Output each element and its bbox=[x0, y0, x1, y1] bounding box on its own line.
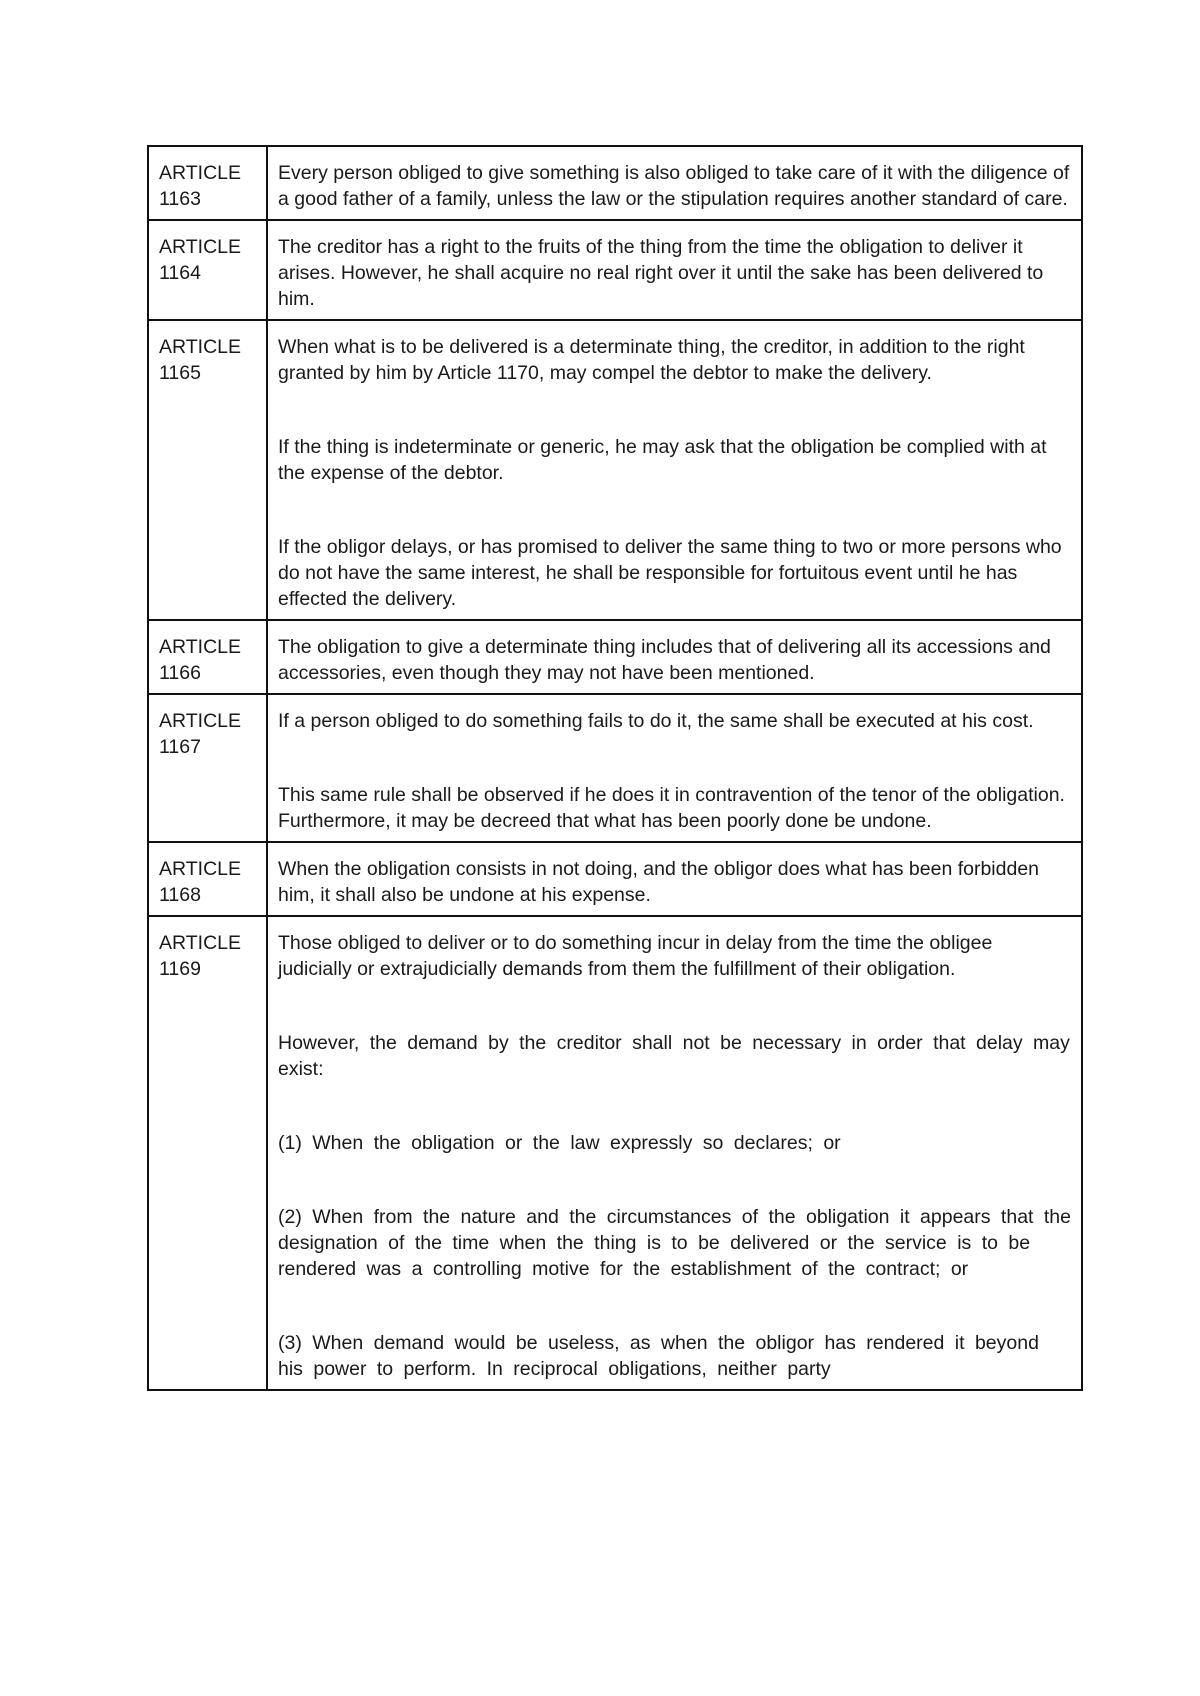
article-paragraph: If the thing is indeterminate or generic, he may ask that the obligation be complied with at the expense of the debtor. bbox=[278, 436, 1047, 484]
article-paragraph: When what is to be delivered is a determinate thing, the creditor, in addition to the right granted by him by Article 1170, may compel the debtor to make the delivery. bbox=[278, 336, 1025, 384]
article-label-cell bbox=[148, 694, 267, 842]
article-text-cell bbox=[267, 842, 1082, 916]
article-paragraph: When the obligation consists in not doing, and the obligor does what has been forbidden him, it shall also be undone at his expense. bbox=[278, 858, 1040, 906]
article-label: ARTICLE bbox=[159, 336, 241, 358]
article-label: ARTICLE bbox=[159, 710, 241, 732]
article-paragraph: Those obliged to deliver or to do something incur in delay from the time the obligee judicially or extrajudicially demands from them the fulfillment of their obligation. bbox=[278, 932, 993, 980]
article-paragraph: (1) When the obligation or the law expressly so declares; or bbox=[278, 1132, 841, 1154]
article-number: 1165 bbox=[159, 362, 201, 384]
article-row bbox=[148, 146, 1082, 220]
article-text-cell bbox=[267, 620, 1082, 694]
article-label: ARTICLE bbox=[159, 236, 241, 258]
article-number: 1166 bbox=[159, 662, 201, 684]
articles-table bbox=[147, 145, 1083, 1391]
article-number: 1169 bbox=[159, 958, 201, 980]
article-label: ARTICLE bbox=[159, 162, 241, 184]
article-number: 1163 bbox=[159, 188, 201, 210]
article-label-cell bbox=[148, 842, 267, 916]
article-row bbox=[148, 916, 1082, 1390]
article-row bbox=[148, 220, 1082, 320]
article-text-cell bbox=[267, 146, 1082, 220]
article-paragraph: The obligation to give a determinate thing includes that of delivering all its accessions and accessories, even though they may not have been mentioned. bbox=[278, 636, 1051, 684]
article-row bbox=[148, 694, 1082, 842]
article-row bbox=[148, 620, 1082, 694]
article-paragraph: (3) When demand would be useless, as when the obligor has rendered it beyond his power to perform. In reciprocal obligations, neither party bbox=[278, 1332, 1039, 1380]
article-paragraph: This same rule shall be observed if he does it in contravention of the tenor of the obligation. Furthermore, it may be decreed that what has been poorly done be undone. bbox=[278, 784, 1065, 832]
article-number: 1164 bbox=[159, 262, 201, 284]
article-text-cell bbox=[267, 694, 1082, 842]
article-row bbox=[148, 842, 1082, 916]
article-number: 1167 bbox=[159, 736, 201, 758]
article-text-cell bbox=[267, 320, 1082, 620]
article-text-cell bbox=[267, 220, 1082, 320]
article-label: ARTICLE bbox=[159, 932, 241, 954]
article-number: 1168 bbox=[159, 884, 201, 906]
article-paragraph: Every person obliged to give something is also obliged to take care of it with the diligence of a good father of a family, unless the law or the stipulation requires another standard of care. bbox=[278, 162, 1070, 210]
article-text-cell bbox=[267, 916, 1082, 1390]
article-label-cell bbox=[148, 220, 267, 320]
article-paragraph: The creditor has a right to the fruits of the thing from the time the obligation to deliver it arises. However, he shall acquire no real right over it until the sake has been delivered to him. bbox=[278, 236, 1044, 310]
article-paragraph: However, the demand by the creditor shall not be necessary in order that delay may exist: bbox=[278, 1032, 1070, 1080]
article-row bbox=[148, 320, 1082, 620]
article-label-cell bbox=[148, 320, 267, 620]
article-label-cell bbox=[148, 916, 267, 1390]
article-label: ARTICLE bbox=[159, 636, 241, 658]
article-paragraph: (2) When from the nature and the circumstances of the obligation it appears that the designation of the time when the thing is to be delivered or the service is to be rendered was a controlling motive for the establishment of the contract; or bbox=[278, 1206, 1071, 1280]
article-label-cell bbox=[148, 620, 267, 694]
article-paragraph: If a person obliged to do something fails to do it, the same shall be executed at his cost. bbox=[278, 710, 1034, 732]
article-label-cell bbox=[148, 146, 267, 220]
article-paragraph: If the obligor delays, or has promised to deliver the same thing to two or more persons who do not have the same interest, he shall be responsible for fortuitous event until he has effected the delivery. bbox=[278, 536, 1062, 610]
article-label: ARTICLE bbox=[159, 858, 241, 880]
